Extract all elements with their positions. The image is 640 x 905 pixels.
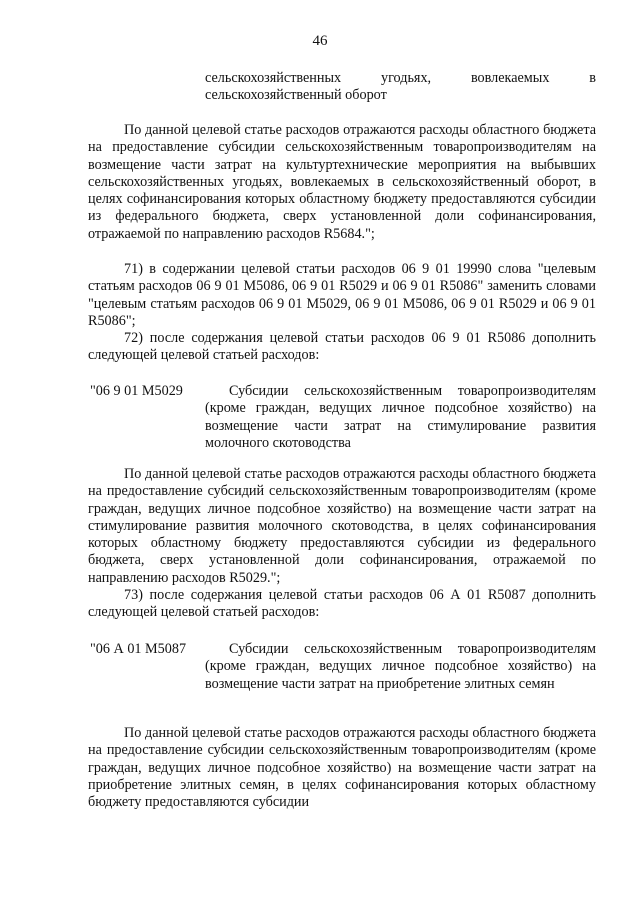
budget-entry-title-m5087: Субсидии сельскохозяйственным товаропроизводителям (кроме граждан, ведущих личное подсобное хозяйство) на возмещение части затрат на приобретение элитных семян [205, 641, 596, 692]
previous-entry-tail: сельскохозяйственных угодьях, вовлекаемых в сельскохозяйственный оборот [205, 70, 596, 104]
paragraph-item-73: 73) после содержания целевой статьи расходов 06 А 01 R5087 дополнить следующей целевой статьей расходов: [88, 587, 596, 621]
paragraph-description-m5029: По данной целевой статье расходов отражаются расходы областного бюджета на предоставление субсидий сельскохозяйственным товаропроизводителям (кроме граждан, ведущих личное подсобное хозяйство) на возмещение части затрат на стимулирование развития молочного скотоводства, в целях софинансирования которых областному бюджету предоставляются субсидии из федерального бюджета, сверх установленной доли софинансирования, отражаемой по направлению расходов R5029."; [88, 466, 596, 586]
paragraph-item-72: 72) после содержания целевой статьи расходов 06 9 01 R5086 дополнить следующей целевой статьей расходов: [88, 330, 596, 364]
budget-entry-title-m5029: Субсидии сельскохозяйственным товаропроизводителям (кроме граждан, ведущих личное подсобное хозяйство) на возмещение части затрат на стимулирование развития молочного скотоводства [205, 383, 596, 451]
budget-code-m5087: "06 А 01 M5087 [90, 641, 187, 657]
paragraph-description-r5684: По данной целевой статье расходов отражаются расходы областного бюджета на предоставление субсидии сельскохозяйственным товаропроизводителям на возмещение части затрат на культуртехнические мероприятия на выбывших сельскохозяйственных угодьях, вовлекаемых в сельскохозяйственный оборот, в целях софинансирования которых областному бюджету предоставляются субсидии из федерального бюджета, сверх установленной доли софинансирования, отражаемой по направлению расходов R5684."; [88, 122, 596, 242]
page-number: 46 [312, 33, 328, 49]
paragraph-description-m5087: По данной целевой статье расходов отражаются расходы областного бюджета на предоставление субсидии сельскохозяйственным товаропроизводителям (кроме граждан, ведущих личное подсобное хозяйство) на возмещение части затрат на приобретение элитных семян, в целях софинансирования которых областному бюджету предоставляются субсидии [88, 725, 596, 811]
paragraph-item-71: 71) в содержании целевой статьи расходов 06 9 01 19990 слова "целевым статьям расходов 06 9 01 M5086, 06 9 01 R5029 и 06 9 01 R5086" заменить словами "целевым статьям расходов 06 9 01 M5029, 06 9 01 M5086, 06 9 01 R5029 и 06 9 01 R5086"; [88, 261, 596, 329]
budget-code-m5029: "06 9 01 M5029 [90, 383, 183, 399]
